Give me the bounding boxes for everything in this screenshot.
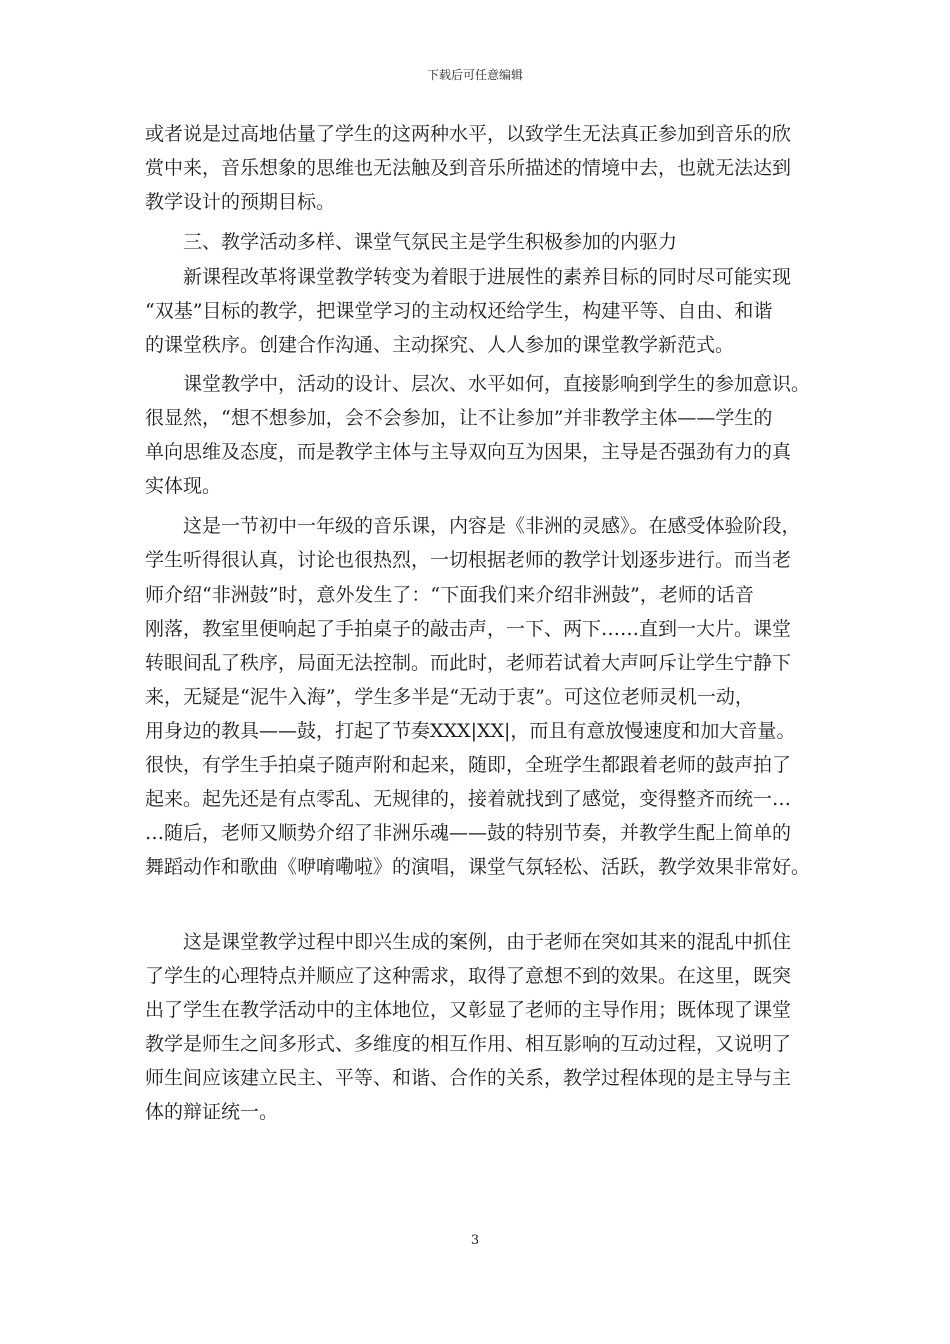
- page-header: 下载后可任意编辑: [426, 68, 523, 82]
- text-line: 这是课堂教学过程中即兴生成的案例，由于老师在突如其来的混乱中抓住: [145, 931, 792, 953]
- text-line: 赏中来，音乐想象的思维也无法触及到音乐所描述的情境中去，也就无法达到: [145, 157, 792, 179]
- text-line: 了学生的心理特点并顺应了这种需求，取得了意想不到的效果。在这里，既突: [145, 965, 792, 987]
- text-line: 师介绍“非洲鼓”时，意外发生了：“下面我们来介绍非洲鼓”，老师的话音: [145, 584, 754, 606]
- text-line: 出了学生在教学活动中的主体地位，又彰显了老师的主导作用；既体现了课堂: [145, 999, 792, 1021]
- text-line: 刚落，教室里便响起了手拍桌子的敲击声，一下、两下……直到一大片。课堂: [145, 618, 792, 640]
- text-line: 体的辩证统一。: [145, 1101, 279, 1123]
- text-line: 的课堂秩序。创建合作沟通、主动探究、人人参加的课堂教学新范式。: [145, 334, 735, 356]
- text-line: 师生间应该建立民主、平等、和谐、合作的关系，教学过程体现的是主导与主: [145, 1067, 792, 1089]
- text-line: 用身边的教具——鼓，打起了节奏XXX|XX|，而且有意放慢速度和加大音量。: [145, 720, 796, 742]
- text-line: 三、教学活动多样、课堂气氛民主是学生积极参加的内驱力: [145, 231, 678, 253]
- text-line: 来，无疑是“泥牛入海”，学生多半是“无动于衷”。可这位老师灵机一动，: [145, 686, 754, 708]
- text-line: 或者说是过高地估量了学生的这两种水平，以致学生无法真正参加到音乐的欣: [145, 123, 792, 145]
- text-line: 学生听得很认真，讨论也很热烈，一切根据老师的教学计划逐步进行。而当老: [145, 549, 792, 571]
- text-line: 这是一节初中一年级的音乐课，内容是《非洲的灵感》。在感受体验阶段，: [145, 515, 801, 537]
- text-line: 实体现。: [145, 475, 222, 497]
- text-line: 教学是师生之间多形式、多维度的相互作用、相互影响的互动过程，又说明了: [145, 1033, 792, 1055]
- text-line: 教学设计的预期目标。: [145, 191, 336, 213]
- text-line: 单向思维及态度，而是教学主体与主导双向互为因果，主导是否强劲有力的真: [145, 441, 792, 463]
- text-line: 很显然，“想不想参加，会不会参加，让不让参加”并非教学主体——学生的: [145, 407, 773, 429]
- text-line: 课堂教学中，活动的设计、层次、水平如何，直接影响到学生的参加意识。: [145, 373, 811, 395]
- text-line: 起来。起先还是有点零乱、无规律的，接着就找到了感觉，变得整齐而统一…: [145, 788, 792, 810]
- text-line: 新课程改革将课堂教学转变为着眼于进展性的素养目标的同时尽可能实现: [145, 266, 792, 288]
- text-line: 舞蹈动作和歌曲《咿唷嘞啦》的演唱，课堂气氛轻松、活跃，教学效果非常好。: [145, 856, 811, 878]
- text-line: …随后，老师又顺势介绍了非洲乐魂——鼓的特别节奏，并教学生配上简单的: [145, 822, 792, 844]
- text-line: “双基”目标的教学，把课堂学习的主动权还给学生，构建平等、自由、和谐: [145, 300, 773, 322]
- text-line: 转眼间乱了秩序，局面无法控制。而此时，老师若试着大声呵斥让学生宁静下: [145, 652, 792, 674]
- text-line: 很快，有学生手拍桌子随声附和起来，随即，全班学生都跟着老师的鼓声拍了: [145, 754, 792, 776]
- page-number: 3: [470, 1233, 480, 1248]
